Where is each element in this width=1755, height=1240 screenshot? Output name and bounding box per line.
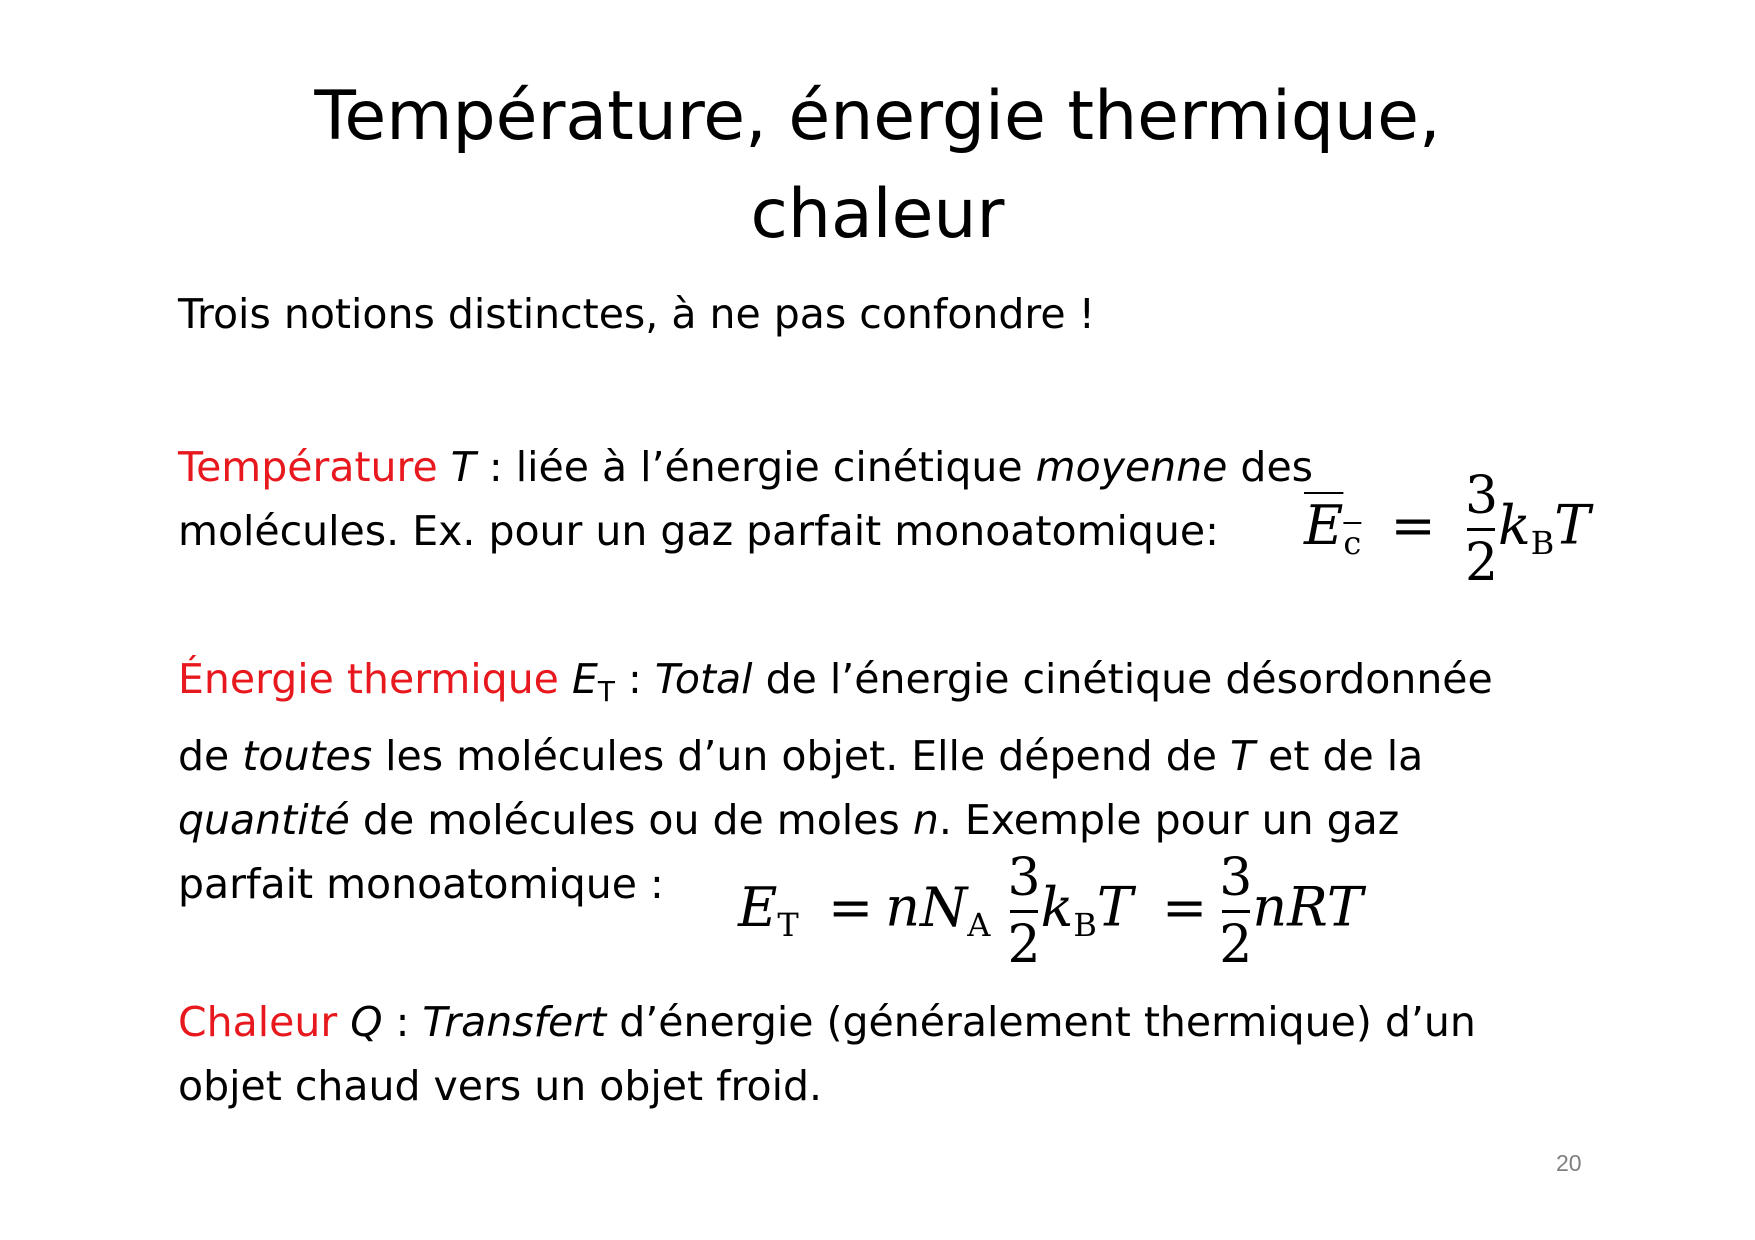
title-line-2: chaleur bbox=[750, 175, 1005, 254]
thermal-energy-formula bbox=[738, 848, 1363, 975]
thermal-energy-emph-T: T bbox=[1230, 732, 1256, 780]
temperature-text-a: : liée à l’énergie cinétique bbox=[475, 443, 1036, 491]
heat-term: Chaleur bbox=[178, 998, 338, 1046]
formula-et-fraction-2: $\frac{3}{2}$ bbox=[1219, 848, 1253, 975]
temperature-line-2: molécules. Ex. pour un gaz parfait monoatomique: bbox=[178, 507, 1219, 555]
intro-text: Trois notions distinctes, à ne pas confondre ! bbox=[178, 290, 1096, 338]
heat-text-a: : bbox=[382, 998, 423, 1046]
formula-ec-k: $k_B$ bbox=[1498, 493, 1555, 562]
thermal-energy-line2-b: les molécules d’un objet. Elle dépend de bbox=[372, 732, 1231, 780]
thermal-energy-text-b: de l’énergie cinétique désordonnée bbox=[752, 655, 1493, 703]
formula-ec-fraction: $\frac{3}{2}$ bbox=[1464, 466, 1499, 593]
slide-title bbox=[0, 68, 1755, 264]
temperature-formula bbox=[1304, 466, 1591, 593]
thermal-energy-emph-n: n bbox=[912, 796, 939, 844]
formula-et-T: T bbox=[1096, 875, 1133, 939]
formula-et-equals-1: = bbox=[827, 875, 874, 939]
formula-ec-T: T bbox=[1554, 493, 1591, 557]
thermal-energy-line3-b: . Exemple pour un gaz bbox=[938, 796, 1400, 844]
formula-ec-lhs: $E_c$ bbox=[1304, 493, 1362, 562]
thermal-energy-term: Énergie thermique bbox=[178, 655, 559, 703]
temperature-paragraph bbox=[178, 435, 1313, 563]
thermal-energy-symbol: ET bbox=[571, 655, 615, 708]
thermal-energy-line2-c: et de la bbox=[1255, 732, 1424, 780]
formula-ec-equals: = bbox=[1390, 493, 1436, 557]
temperature-term: Température bbox=[178, 443, 438, 491]
formula-et-n: n bbox=[885, 875, 920, 939]
heat-line-2: objet chaud vers un objet froid. bbox=[178, 1062, 823, 1110]
heat-emph-transfert: Transfert bbox=[422, 998, 607, 1046]
heat-text-b: d’énergie (généralement thermique) d’un bbox=[606, 998, 1476, 1046]
thermal-energy-emph-toutes: toutes bbox=[242, 732, 373, 780]
formula-et-equals-2: = bbox=[1162, 875, 1208, 939]
thermal-energy-line3-a: de molécules ou de moles bbox=[349, 796, 913, 844]
temperature-emph: moyenne bbox=[1035, 443, 1228, 491]
thermal-energy-text-a: : bbox=[614, 655, 655, 703]
heat-symbol: Q bbox=[350, 998, 383, 1046]
formula-et-lhs: $E_T$ bbox=[738, 875, 799, 944]
formula-et-k: $k_B$ bbox=[1040, 875, 1097, 944]
thermal-energy-emph-total: Total bbox=[654, 655, 753, 703]
page-number: 20 bbox=[1556, 1150, 1582, 1176]
temperature-symbol: T bbox=[450, 443, 476, 491]
formula-et-NA: $N_A$ bbox=[919, 875, 991, 944]
title-line-1: Température, énergie thermique, bbox=[314, 77, 1441, 156]
formula-et-fraction-1: $\frac{3}{2}$ bbox=[1007, 848, 1041, 975]
temperature-text-b: des bbox=[1227, 443, 1314, 491]
thermal-energy-line4: parfait monoatomique : bbox=[178, 860, 664, 908]
thermal-energy-line2-a: de bbox=[178, 732, 243, 780]
thermal-energy-emph-quantite: quantité bbox=[178, 796, 350, 844]
heat-paragraph bbox=[178, 990, 1476, 1118]
formula-et-nRT: nRT bbox=[1252, 875, 1363, 939]
